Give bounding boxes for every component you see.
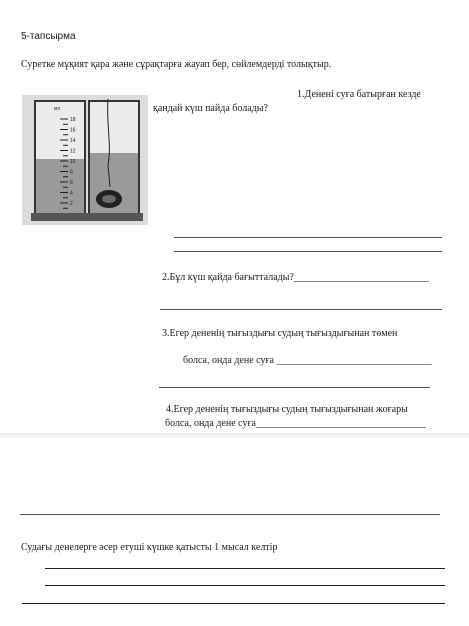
scale-label: 6 [70,180,73,186]
scale-label: 12 [70,148,76,155]
answer-line-3[interactable] [159,387,430,388]
answer-line-4[interactable] [20,514,440,515]
answer-line-1a[interactable] [174,237,442,238]
task-title: 5-тапсырма [21,31,76,42]
scale-label: 14 [70,138,76,144]
cylinder-figure-svg [22,95,148,225]
scale-label: 16 [70,127,76,134]
answer-line-5[interactable] [45,568,445,569]
question-3-line-1: 3.Егер дененің тығыздығы судың тығыздығынан төмен [162,328,398,339]
page-break [0,433,469,438]
question-4-line-1: 4.Егер дененің тығыздығы судың тығыздығынан жоғары [166,404,408,415]
answer-line-6[interactable] [45,585,445,586]
question-2: 2.Бұл күш қайда бағытталады?___________________________ [162,272,429,283]
left-water [36,159,84,216]
scale-label: 8 [70,169,73,176]
question-3-line-2: болса, онда дене суға _______________________________ [183,355,432,366]
answer-line-2[interactable] [160,309,442,310]
unit-label: мл [54,106,61,112]
cylinder-figure [22,95,148,225]
answer-line-1b[interactable] [174,251,442,252]
example-prompt: Судағы денелерге әсер етуші күшке қатысты 1 мысал келтір [21,542,278,553]
question-1-line-2: қандай күш пайда болады? [153,103,268,114]
answer-line-7[interactable] [22,603,445,604]
scale-label: 18 [70,117,76,123]
scale-label: 10 [70,159,76,165]
instruction-text: Суретке мұқият қара және сұрақтарға жауап бер, сөйлемдерді толықтыр. [21,59,332,70]
question-4-line-2: болса, онда дене суға__________________________________ [165,418,426,429]
scale-label: 4 [70,190,73,197]
question-1-line-1: 1.Денені суға батырған кезде [297,89,421,100]
scale-label: 2 [70,201,73,207]
